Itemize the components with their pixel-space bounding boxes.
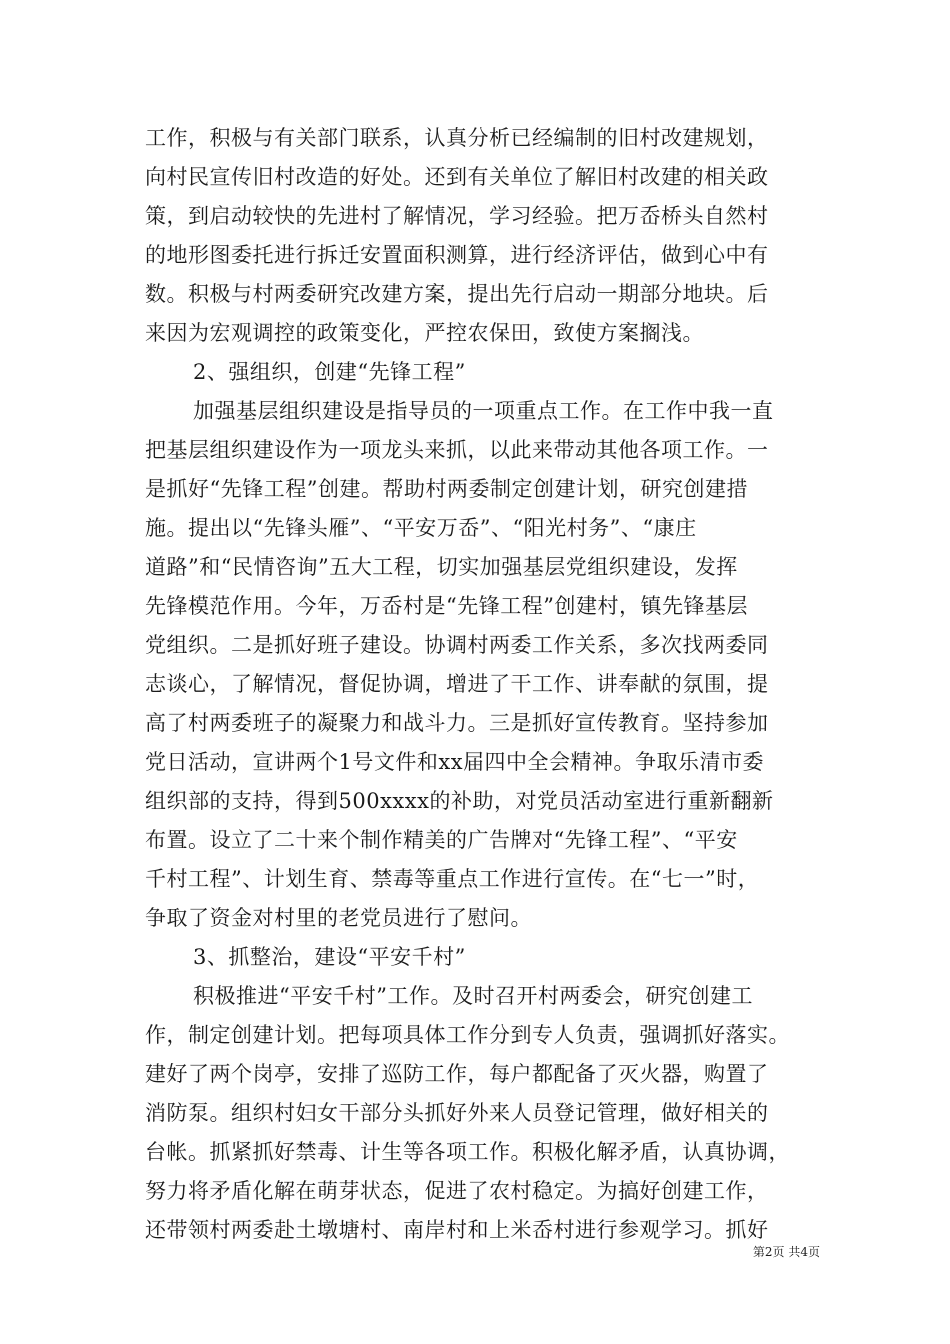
text-line: 是抓好“先锋工程”创建。帮助村两委制定创建计划，研究创建措 <box>145 477 748 501</box>
text-line: 来因为宏观调控的政策变化，严控农保田，致使方案搁浅。 <box>145 321 704 345</box>
page-number-footer: 第2页 共4页 <box>752 1245 820 1259</box>
text-line: 努力将矛盾化解在萌芽状态，促进了农村稳定。为搞好创建工作， <box>145 1179 769 1203</box>
text-line: 组织部的支持，得到500xxxx的补助，对党员活动室进行重新翻新 <box>145 789 774 813</box>
text-line: 建好了两个岗亭，安排了巡防工作，每户都配备了灭火器，购置了 <box>145 1062 769 1086</box>
text-line: 党日活动，宣讲两个1号文件和xx届四中全会精神。争取乐清市委 <box>145 750 765 774</box>
section-heading: 3、抓整治，建设“平安千村” <box>193 945 466 969</box>
text-line: 布置。设立了二十来个制作精美的广告牌对“先锋工程”、“平安 <box>145 828 738 852</box>
text-line: 高了村两委班子的凝聚力和战斗力。三是抓好宣传教育。坚持参加 <box>145 711 769 735</box>
text-line: 数。积极与村两委研究改建方案，提出先行启动一期部分地块。后 <box>145 282 769 306</box>
text-line: 先锋模范作用。今年，万岙村是“先锋工程”创建村，镇先锋基层 <box>145 594 748 618</box>
text-line: 施。提出以“先锋头雁”、“平安万岙”、“阳光村务”、“康庄 <box>145 516 697 540</box>
text-line: 道路”和“民情咨询”五大工程，切实加强基层党组织建设，发挥 <box>145 555 738 579</box>
text-line: 还带领村两委赴土墩塘村、南岸村和上米岙村进行参观学习。抓好 <box>145 1218 769 1242</box>
text-line: 志谈心，了解情况，督促协调，增进了干工作、讲奉献的氛围，提 <box>145 672 769 696</box>
text-line: 把基层组织建设作为一项龙头来抓，以此来带动其他各项工作。一 <box>145 438 769 462</box>
paragraph-start-line: 积极推进“平安千村”工作。及时召开村两委会，研究创建工 <box>193 984 753 1008</box>
text-line: 的地形图委托进行拆迁安置面积测算，进行经济评估，做到心中有 <box>145 243 769 267</box>
text-line: 策，到启动较快的先进村了解情况，学习经验。把万岙桥头自然村 <box>145 204 769 228</box>
section-heading: 2、强组织，创建“先锋工程” <box>193 360 466 384</box>
text-line: 工作，积极与有关部门联系，认真分析已经编制的旧村改建规划， <box>145 126 769 150</box>
text-line: 台帐。抓紧抓好禁毒、计生等各项工作。积极化解矛盾，认真协调， <box>145 1140 790 1164</box>
text-line: 党组织。二是抓好班子建设。协调村两委工作关系，多次找两委同 <box>145 633 769 657</box>
text-line: 千村工程”、计划生育、禁毒等重点工作进行宣传。在“七一”时， <box>145 867 760 891</box>
text-line: 向村民宣传旧村改造的好处。还到有关单位了解旧村改建的相关政 <box>145 165 769 189</box>
text-line: 作，制定创建计划。把每项具体工作分到专人负责，强调抓好落实。 <box>145 1023 790 1047</box>
text-line: 争取了资金对村里的老党员进行了慰问。 <box>145 906 532 930</box>
text-line: 消防泵。组织村妇女干部分头抓好外来人员登记管理，做好相关的 <box>145 1101 769 1125</box>
paragraph-start-line: 加强基层组织建设是指导员的一项重点工作。在工作中我一直 <box>193 399 774 423</box>
